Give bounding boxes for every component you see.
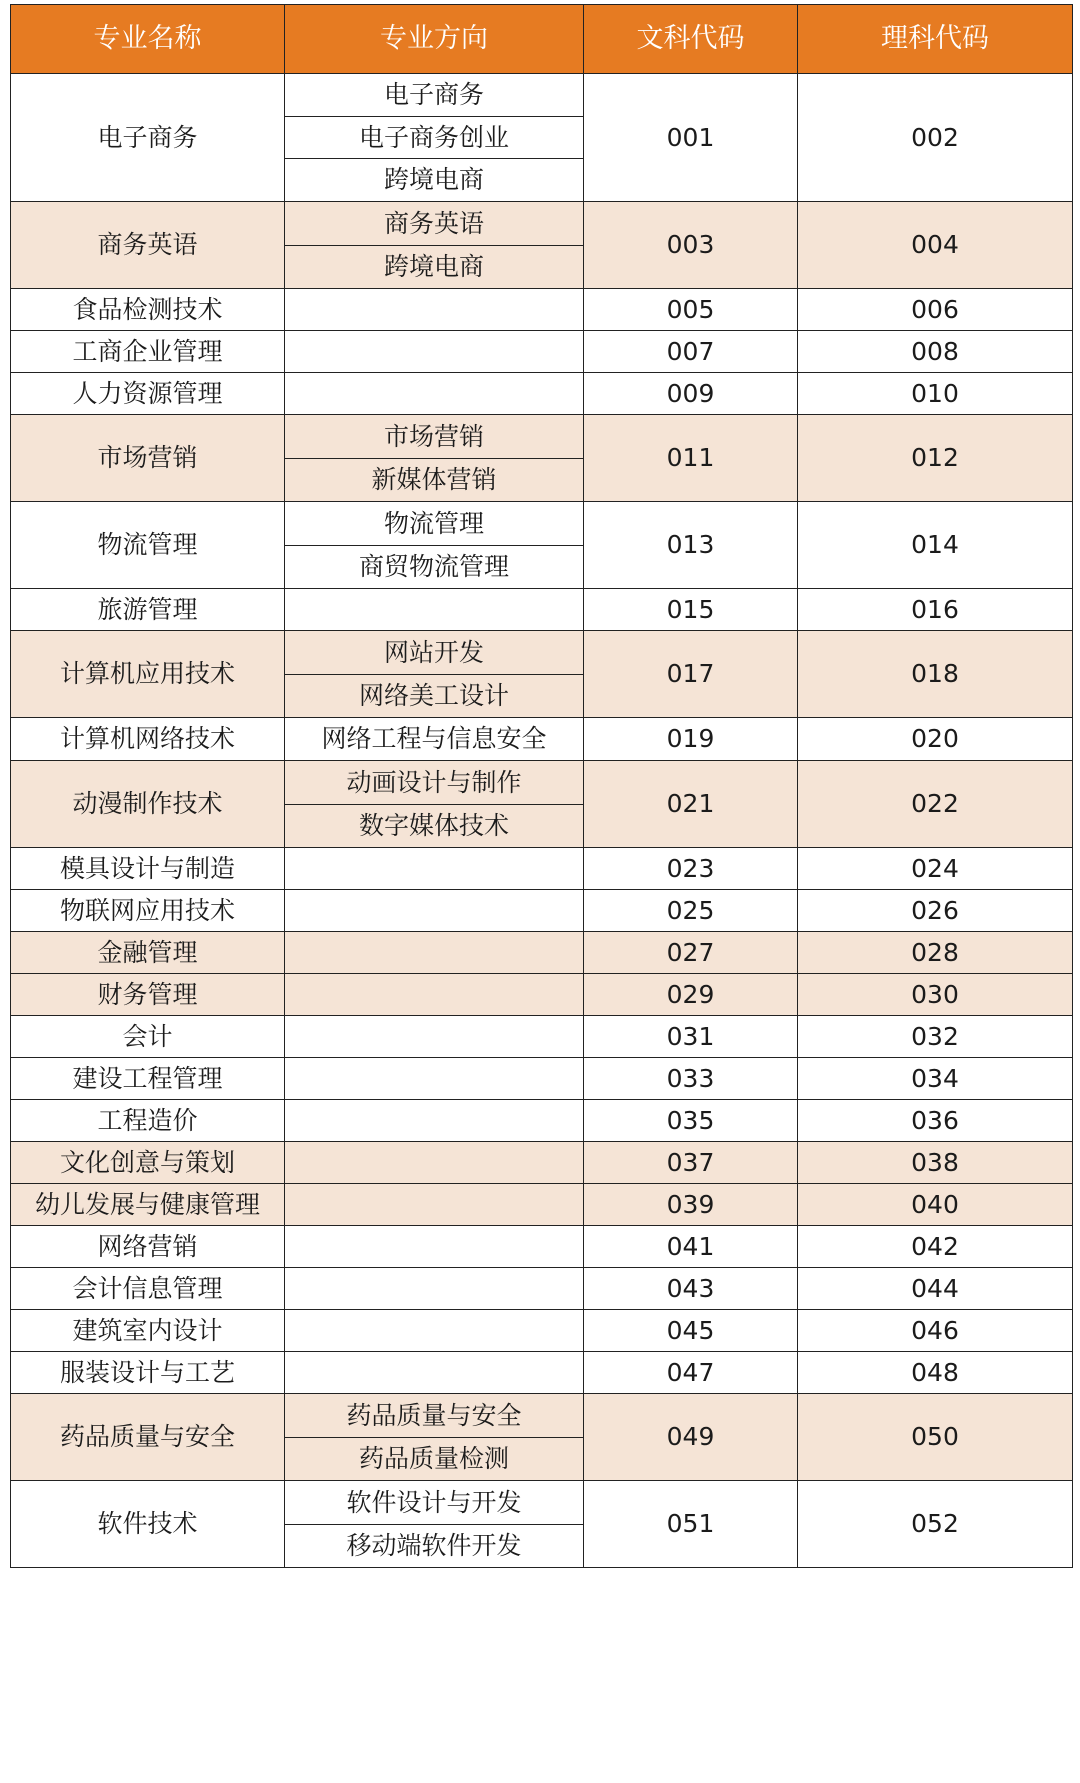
major-direction-cell [285, 1016, 584, 1058]
major-name-cell: 人力资源管理 [11, 373, 285, 415]
major-direction-cell [285, 1481, 584, 1568]
direction-item: 跨境电商 [285, 158, 583, 201]
arts-code-cell: 033 [584, 1058, 798, 1100]
science-code-cell: 040 [798, 1184, 1073, 1226]
major-direction-cell [285, 1100, 584, 1142]
direction-list [285, 631, 583, 717]
major-name-cell: 金融管理 [11, 932, 285, 974]
direction-item: 数字媒体技术 [285, 804, 583, 848]
table-row [11, 1352, 1073, 1394]
major-direction-cell [285, 1142, 584, 1184]
science-code-cell: 034 [798, 1058, 1073, 1100]
table-row [11, 331, 1073, 373]
science-code-cell: 052 [798, 1481, 1073, 1568]
direction-item: 移动端软件开发 [285, 1524, 583, 1568]
arts-code-cell: 047 [584, 1352, 798, 1394]
major-direction-cell [285, 1352, 584, 1394]
header-row [11, 5, 1073, 74]
arts-code-cell: 025 [584, 890, 798, 932]
major-name-cell: 文化创意与策划 [11, 1142, 285, 1184]
major-direction-cell [285, 331, 584, 373]
major-direction-cell [285, 415, 584, 502]
table-row [11, 974, 1073, 1016]
table-row [11, 890, 1073, 932]
science-code-cell: 016 [798, 589, 1073, 631]
direction-list [285, 761, 583, 847]
table-row [11, 415, 1073, 502]
science-code-cell: 022 [798, 761, 1073, 848]
major-name-cell: 财务管理 [11, 974, 285, 1016]
science-code-cell: 028 [798, 932, 1073, 974]
direction-item: 网站开发 [383, 637, 484, 667]
major-name-cell: 旅游管理 [11, 589, 285, 631]
arts-code-cell: 045 [584, 1310, 798, 1352]
major-name-cell: 模具设计与制造 [11, 848, 285, 890]
header-major-name: 专业名称 [11, 5, 285, 74]
table-row [11, 631, 1073, 718]
direction-item: 新媒体营销 [285, 458, 583, 502]
direction-list [285, 502, 583, 588]
direction-item: 药品质量与安全 [346, 1400, 522, 1430]
science-code-cell: 006 [798, 289, 1073, 331]
science-code-cell: 008 [798, 331, 1073, 373]
arts-code-cell: 013 [584, 502, 798, 589]
arts-code-cell: 035 [584, 1100, 798, 1142]
direction-item: 网络工程与信息安全 [321, 724, 547, 754]
table-row [11, 761, 1073, 848]
table-row [11, 848, 1073, 890]
major-name-cell: 电子商务 [11, 74, 285, 202]
major-direction-cell [285, 502, 584, 589]
arts-code-cell: 029 [584, 974, 798, 1016]
major-direction-cell [285, 932, 584, 974]
majors-table [10, 4, 1073, 1568]
major-name-cell: 食品检测技术 [11, 289, 285, 331]
table-row [11, 1184, 1073, 1226]
science-code-cell: 046 [798, 1310, 1073, 1352]
major-direction-cell [285, 974, 584, 1016]
arts-code-cell: 051 [584, 1481, 798, 1568]
direction-list [285, 718, 583, 760]
direction-item: 网络美工设计 [285, 674, 583, 718]
major-name-cell: 幼儿发展与健康管理 [11, 1184, 285, 1226]
direction-item: 商务英语 [383, 208, 484, 238]
table-row [11, 1142, 1073, 1184]
table-row [11, 1226, 1073, 1268]
major-name-cell: 服装设计与工艺 [11, 1352, 285, 1394]
table-row [11, 289, 1073, 331]
science-code-cell: 038 [798, 1142, 1073, 1184]
direction-list [285, 74, 583, 201]
major-name-cell: 软件技术 [11, 1481, 285, 1568]
arts-code-cell: 041 [584, 1226, 798, 1268]
arts-code-cell: 039 [584, 1184, 798, 1226]
direction-list [285, 1481, 583, 1567]
direction-list [285, 415, 583, 501]
major-direction-cell [285, 74, 584, 202]
major-direction-cell [285, 1310, 584, 1352]
science-code-cell: 042 [798, 1226, 1073, 1268]
major-name-cell: 工程造价 [11, 1100, 285, 1142]
header-science-code: 理科代码 [798, 5, 1073, 74]
arts-code-cell: 017 [584, 631, 798, 718]
arts-code-cell: 001 [584, 74, 798, 202]
direction-item: 跨境电商 [285, 245, 583, 289]
arts-code-cell: 043 [584, 1268, 798, 1310]
arts-code-cell: 021 [584, 761, 798, 848]
table-body [11, 74, 1073, 1568]
major-direction-cell [285, 631, 584, 718]
direction-item: 商贸物流管理 [285, 545, 583, 589]
arts-code-cell: 003 [584, 202, 798, 289]
major-name-cell: 会计 [11, 1016, 285, 1058]
major-name-cell: 工商企业管理 [11, 331, 285, 373]
table-row [11, 1016, 1073, 1058]
header-major-direction: 专业方向 [285, 5, 584, 74]
major-direction-cell [285, 1058, 584, 1100]
direction-list [285, 202, 583, 288]
major-name-cell: 商务英语 [11, 202, 285, 289]
science-code-cell: 030 [798, 974, 1073, 1016]
major-name-cell: 建设工程管理 [11, 1058, 285, 1100]
science-code-cell: 032 [798, 1016, 1073, 1058]
major-name-cell: 会计信息管理 [11, 1268, 285, 1310]
science-code-cell: 010 [798, 373, 1073, 415]
arts-code-cell: 011 [584, 415, 798, 502]
major-direction-cell [285, 1226, 584, 1268]
science-code-cell: 044 [798, 1268, 1073, 1310]
major-direction-cell [285, 289, 584, 331]
arts-code-cell: 005 [584, 289, 798, 331]
direction-item: 电子商务 [383, 80, 484, 110]
direction-item: 物流管理 [383, 508, 484, 538]
table-row [11, 589, 1073, 631]
header-arts-code: 文科代码 [584, 5, 798, 74]
major-name-cell: 动漫制作技术 [11, 761, 285, 848]
major-name-cell: 市场营销 [11, 415, 285, 502]
table-row [11, 1310, 1073, 1352]
major-direction-cell [285, 1268, 584, 1310]
arts-code-cell: 019 [584, 718, 798, 761]
arts-code-cell: 049 [584, 1394, 798, 1481]
major-direction-cell [285, 202, 584, 289]
arts-code-cell: 015 [584, 589, 798, 631]
direction-item: 软件设计与开发 [346, 1487, 522, 1517]
major-name-cell: 物流管理 [11, 502, 285, 589]
major-name-cell: 计算机网络技术 [11, 718, 285, 761]
table-row [11, 1394, 1073, 1481]
table-row [11, 502, 1073, 589]
major-name-cell: 计算机应用技术 [11, 631, 285, 718]
science-code-cell: 050 [798, 1394, 1073, 1481]
science-code-cell: 048 [798, 1352, 1073, 1394]
major-direction-cell [285, 1184, 584, 1226]
arts-code-cell: 037 [584, 1142, 798, 1184]
major-direction-cell [285, 1394, 584, 1481]
table-row [11, 202, 1073, 289]
table-row [11, 932, 1073, 974]
science-code-cell: 002 [798, 74, 1073, 202]
major-direction-cell [285, 848, 584, 890]
direction-item: 动画设计与制作 [346, 767, 522, 797]
table-row [11, 1481, 1073, 1568]
science-code-cell: 014 [798, 502, 1073, 589]
science-code-cell: 024 [798, 848, 1073, 890]
arts-code-cell: 007 [584, 331, 798, 373]
direction-item: 电子商务创业 [285, 116, 583, 159]
arts-code-cell: 009 [584, 373, 798, 415]
science-code-cell: 020 [798, 718, 1073, 761]
major-direction-cell [285, 373, 584, 415]
arts-code-cell: 023 [584, 848, 798, 890]
science-code-cell: 012 [798, 415, 1073, 502]
table-row [11, 74, 1073, 202]
table-row [11, 373, 1073, 415]
major-direction-cell [285, 761, 584, 848]
major-name-cell: 物联网应用技术 [11, 890, 285, 932]
direction-list [285, 1394, 583, 1480]
table-row [11, 1268, 1073, 1310]
science-code-cell: 036 [798, 1100, 1073, 1142]
science-code-cell: 026 [798, 890, 1073, 932]
major-direction-cell [285, 589, 584, 631]
major-name-cell: 网络营销 [11, 1226, 285, 1268]
major-direction-cell [285, 718, 584, 761]
arts-code-cell: 027 [584, 932, 798, 974]
science-code-cell: 018 [798, 631, 1073, 718]
table-row [11, 718, 1073, 761]
arts-code-cell: 031 [584, 1016, 798, 1058]
science-code-cell: 004 [798, 202, 1073, 289]
major-direction-cell [285, 890, 584, 932]
table-row [11, 1100, 1073, 1142]
major-name-cell: 药品质量与安全 [11, 1394, 285, 1481]
major-name-cell: 建筑室内设计 [11, 1310, 285, 1352]
direction-item: 药品质量检测 [285, 1437, 583, 1481]
direction-item: 市场营销 [383, 421, 484, 451]
table-row [11, 1058, 1073, 1100]
